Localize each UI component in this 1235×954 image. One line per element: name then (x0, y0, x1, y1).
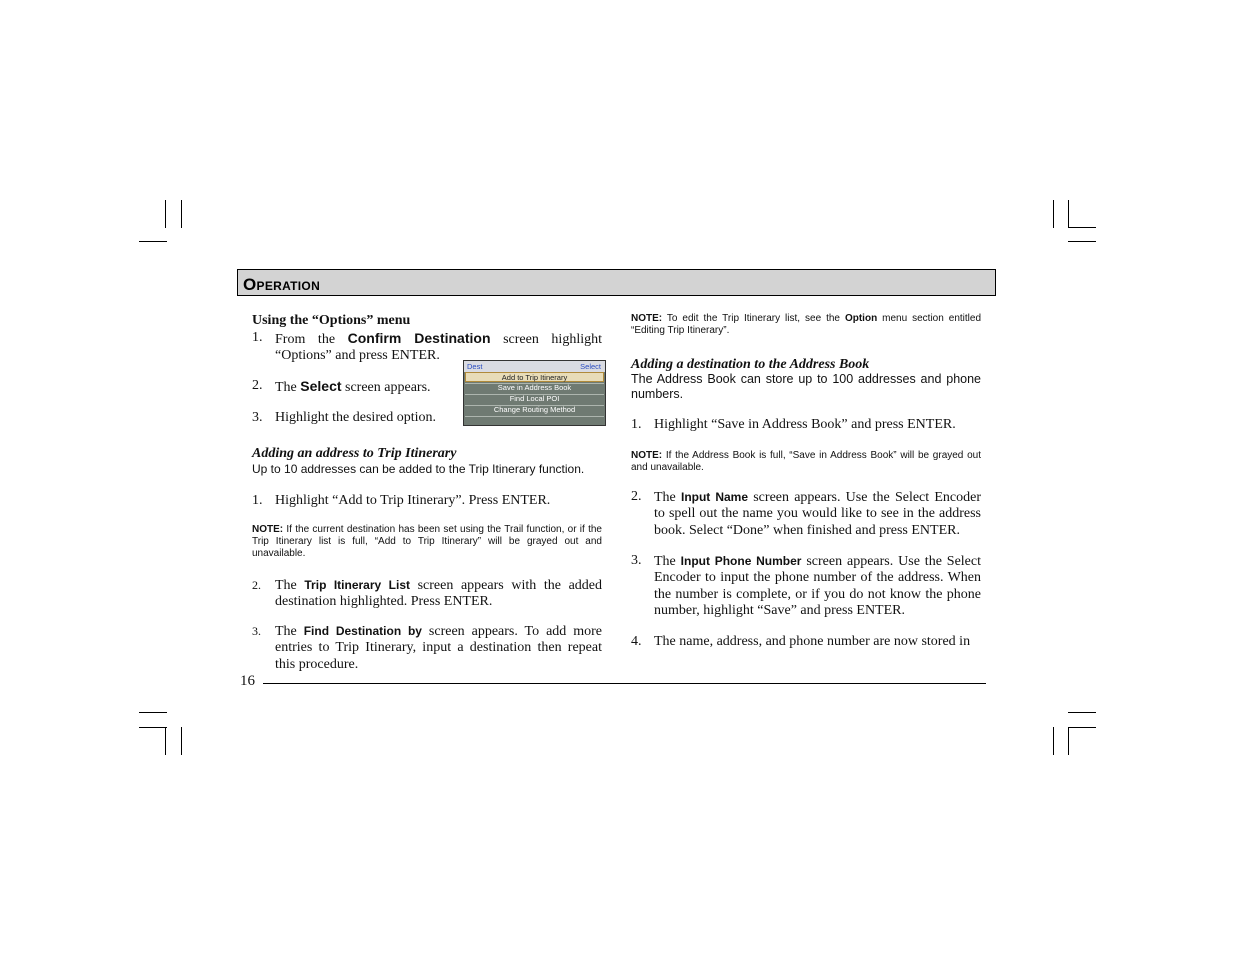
trip-step-3 (252, 623, 602, 673)
step-number: 2. (252, 378, 263, 393)
trip-itinerary-heading: Adding an address to Trip Itinerary (252, 446, 457, 461)
page-number: 16 (240, 673, 255, 689)
note-text: Option (844, 313, 878, 324)
menu-item-save-address: Save in Address Book (497, 383, 572, 392)
step-text: Highlight “Add to Trip Itinerary”. Press ENTER. (275, 493, 551, 508)
address-step-3 (631, 553, 981, 620)
step-text: screen appears. To add more entries to Trip Itinerary, input a destination then repeat this procedure. (275, 624, 602, 672)
step-text: Highlight the desired option. (275, 410, 436, 425)
options-heading: Using the “Options” menu (252, 313, 411, 328)
crop-mark (1068, 727, 1069, 755)
crop-mark (1068, 241, 1096, 242)
select-menu-screenshot (463, 360, 606, 426)
step-text: The (275, 380, 301, 395)
menu-item-add-to-trip: Add to Trip Itinerary (465, 372, 604, 382)
step-number: 2. (252, 578, 261, 592)
menu-item-find-poi: Find Local POI (509, 394, 560, 403)
trip-itinerary-intro: Up to 10 addresses can be added to the Trip Itinerary function. (252, 462, 585, 476)
note-label: NOTE: (631, 450, 663, 461)
crop-mark (139, 712, 167, 713)
step-text: The name, address, and phone number are now stored in (654, 634, 971, 649)
note-address-full (631, 450, 981, 474)
menu-divider (465, 416, 604, 417)
step-text: Highlight “Save in Address Book” and press ENTER. (654, 417, 956, 432)
step-text: screen highlight “Options” and press ENTER. (275, 332, 602, 364)
note-text: If the Address Book is full, “Save in Address Book” will be grayed out and unavailable. (631, 450, 981, 473)
step-number: 1. (252, 330, 263, 345)
step-text: The (275, 578, 305, 593)
note-text: If the current destination has been set using the Trail function, or if the Trip Itinerary list is full, “Add to Trip Itinerary” will be grayed out and unavailable. (252, 524, 602, 559)
screen-name: Trip Itinerary List (304, 578, 410, 592)
step-text: screen appears. Use the Select Encoder to spell out the name you would like to see in the address book. Select “Done” when finished and press ENTER. (654, 490, 982, 538)
step-number: 1. (631, 417, 642, 432)
options-step-2 (252, 378, 452, 396)
step-text: screen appears with the added destination highlighted. Press ENTER. (275, 578, 602, 610)
note-label: NOTE: (631, 313, 663, 324)
crop-mark (165, 727, 166, 755)
address-book-heading: Adding a destination to the Address Book (631, 357, 870, 372)
address-book-intro: The Address Book can store up to 100 addresses and phone numbers. (631, 372, 981, 401)
menu-dest-label: Dest (467, 362, 483, 371)
address-step-4 (631, 634, 981, 650)
step-text: The (654, 490, 681, 505)
step-number: 4. (631, 634, 642, 649)
crop-mark (139, 241, 167, 242)
step-text: The (654, 554, 681, 569)
screen-name: Select (300, 378, 342, 394)
step-number: 2. (631, 489, 642, 504)
step-text: screen appears. (341, 380, 431, 395)
menu-select-label: Select (580, 362, 601, 371)
screen-name: Input Name (680, 490, 749, 504)
section-title: Operation (243, 275, 321, 294)
screen-name: Find Destination by (303, 624, 422, 638)
options-step-3 (252, 410, 452, 426)
note-text: menu section entitled “Editing Trip Itinerary”. (631, 313, 982, 336)
crop-mark (1053, 200, 1054, 228)
step-number: 3. (631, 553, 642, 568)
screen-name: Confirm Destination (347, 330, 491, 346)
address-step-2 (631, 489, 981, 539)
step-text: The (275, 624, 304, 639)
crop-mark (1053, 727, 1054, 755)
note-trail (252, 524, 602, 560)
footer-rule (263, 683, 986, 684)
crop-mark (165, 200, 166, 228)
crop-mark (181, 200, 182, 228)
step-number: 3. (252, 624, 261, 638)
note-edit-itinerary (631, 313, 981, 337)
note-text: To edit the Trip Itinerary list, see the (662, 313, 845, 324)
step-text: From the (275, 332, 348, 347)
crop-mark (139, 727, 167, 728)
section-header-bar (237, 269, 996, 296)
address-step-1 (631, 417, 981, 433)
step-number: 3. (252, 410, 263, 425)
menu-item-change-routing: Change Routing Method (493, 405, 576, 414)
note-label: NOTE: (252, 524, 284, 535)
screen-name: Input Phone Number (680, 554, 802, 568)
step-text: screen appears. Use the Select Encoder to input the phone number of the address. When the number is complete, or if you do not know the phone number, highlight “Save” and press ENTER. (654, 554, 982, 619)
crop-mark (181, 727, 182, 755)
crop-mark (1068, 727, 1096, 728)
crop-mark (1068, 227, 1096, 228)
trip-step-2 (252, 577, 602, 611)
step-number: 1. (252, 493, 263, 508)
crop-mark (1068, 200, 1069, 228)
trip-step-1 (252, 493, 602, 509)
crop-mark (1068, 712, 1096, 713)
